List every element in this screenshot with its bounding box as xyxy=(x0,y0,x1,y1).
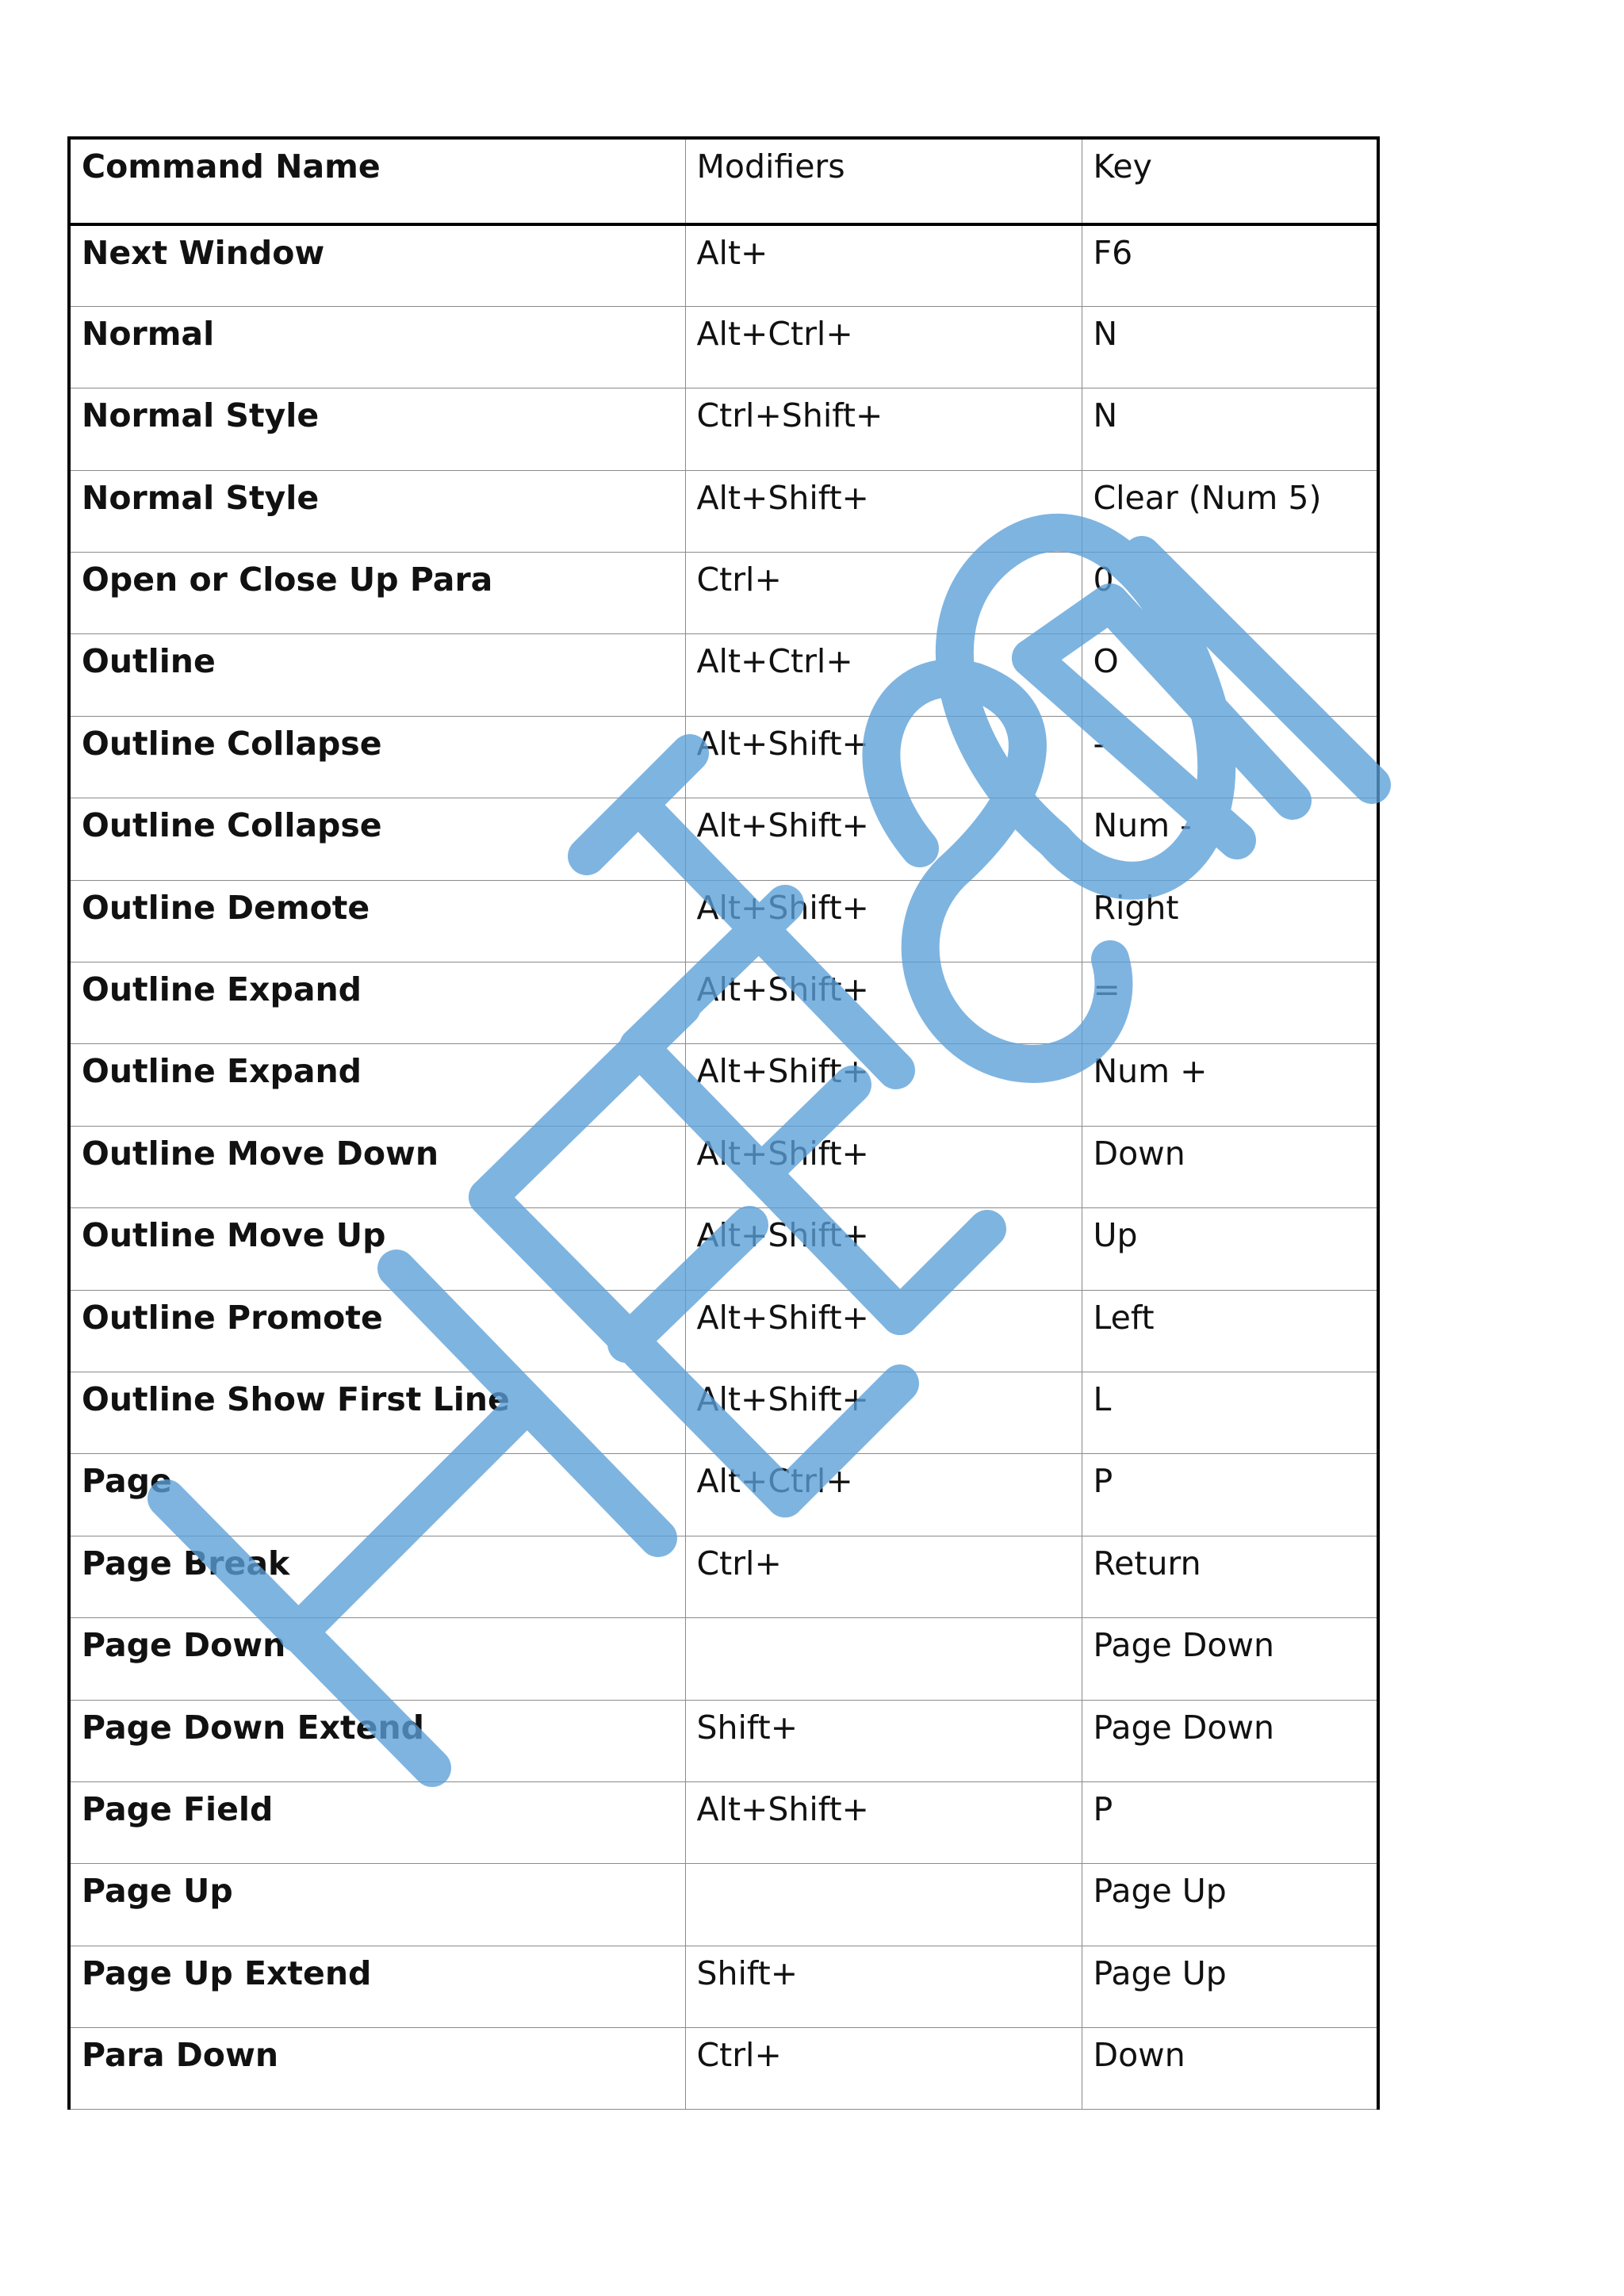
cell-key-text: F6 xyxy=(1093,234,1133,272)
cell-command-name-text: Normal Style xyxy=(82,396,320,435)
cell-modifiers-text: Alt+Shift+ xyxy=(696,1134,869,1173)
cell-command-name xyxy=(69,1044,685,1126)
cell-command-name-text: Page Field xyxy=(82,1789,274,1828)
cell-key-text: Num - xyxy=(1093,806,1192,845)
cell-modifiers-text xyxy=(697,1618,1082,1629)
cell-modifiers xyxy=(685,2028,1082,2110)
cell-command-name xyxy=(69,1946,685,2027)
cell-key-text: P xyxy=(1093,1789,1113,1828)
cell-key xyxy=(1082,1700,1378,1781)
cell-key xyxy=(1082,962,1378,1044)
cell-modifiers-text: Alt+Ctrl+ xyxy=(696,314,853,353)
table-row xyxy=(69,388,1378,470)
header-modifiers: Modifiers xyxy=(685,138,1082,224)
cell-key-text: N xyxy=(1093,314,1118,353)
cell-command-name-text: Outline Expand xyxy=(82,1052,362,1091)
cell-key xyxy=(1082,716,1378,798)
table-row xyxy=(69,1781,1378,1863)
table-row xyxy=(69,1290,1378,1372)
cell-key-text: L xyxy=(1093,1380,1112,1418)
table-row xyxy=(69,1618,1378,1700)
cell-key xyxy=(1082,1781,1378,1863)
cell-key-text: Page Down xyxy=(1093,1708,1274,1747)
cell-modifiers xyxy=(685,388,1082,470)
cell-key xyxy=(1082,1864,1378,1946)
cell-command-name xyxy=(69,306,685,388)
cell-command-name-text: Page Down Extend xyxy=(82,1708,424,1747)
cell-modifiers-text: Alt+Shift+ xyxy=(696,1789,869,1828)
table-row xyxy=(69,470,1378,552)
cell-modifiers xyxy=(685,716,1082,798)
cell-key xyxy=(1082,1044,1378,1126)
cell-key-text: = xyxy=(1093,970,1120,1009)
cell-modifiers xyxy=(685,1454,1082,1536)
cell-modifiers-text: Alt+Shift+ xyxy=(696,970,869,1009)
cell-command-name-text: Normal xyxy=(82,314,215,353)
cell-key-text: Return xyxy=(1093,1544,1201,1582)
cell-modifiers-text: Shift+ xyxy=(696,1708,799,1747)
cell-key xyxy=(1082,1536,1378,1617)
cell-key xyxy=(1082,306,1378,388)
cell-modifiers-text: Alt+Shift+ xyxy=(696,724,869,763)
cell-key xyxy=(1082,634,1378,716)
cell-modifiers xyxy=(685,553,1082,634)
cell-command-name-text: Page Down xyxy=(82,1626,286,1665)
cell-modifiers xyxy=(685,1290,1082,1372)
cell-key xyxy=(1082,388,1378,470)
header-key: Key xyxy=(1082,138,1378,224)
cell-key-text: - xyxy=(1093,724,1105,763)
cell-key-text: Right xyxy=(1093,888,1179,927)
cell-command-name-text: Para Down xyxy=(82,2036,279,2075)
table-row xyxy=(69,880,1378,962)
table-row xyxy=(69,634,1378,716)
cell-modifiers-text: Alt+Ctrl+ xyxy=(696,642,853,681)
cell-key xyxy=(1082,470,1378,552)
cell-modifiers xyxy=(685,1372,1082,1453)
cell-key-text: Up xyxy=(1093,1216,1138,1255)
cell-modifiers xyxy=(685,470,1082,552)
cell-command-name-text: Outline Collapse xyxy=(82,806,382,845)
cell-key-text: Left xyxy=(1093,1298,1155,1337)
cell-command-name xyxy=(69,634,685,716)
cell-modifiers xyxy=(685,1044,1082,1126)
cell-modifiers-text: Alt+Shift+ xyxy=(696,806,869,845)
cell-key xyxy=(1082,1454,1378,1536)
cell-key xyxy=(1082,1208,1378,1290)
cell-key xyxy=(1082,1618,1378,1700)
cell-modifiers xyxy=(685,1946,1082,2027)
cell-key-text: Clear (Num 5) xyxy=(1093,478,1322,517)
cell-key xyxy=(1082,1946,1378,2027)
cell-command-name-text: Page Up xyxy=(82,1872,233,1911)
table-header-row xyxy=(69,138,1378,224)
cell-key xyxy=(1082,2028,1378,2110)
cell-modifiers xyxy=(685,1700,1082,1781)
cell-key xyxy=(1082,1290,1378,1372)
cell-key-text: Down xyxy=(1093,1134,1185,1173)
cell-modifiers xyxy=(685,880,1082,962)
cell-modifiers-text: Alt+Shift+ xyxy=(696,888,869,927)
cell-command-name xyxy=(69,1781,685,1863)
cell-command-name xyxy=(69,1618,685,1700)
cell-key xyxy=(1082,1126,1378,1207)
cell-command-name xyxy=(69,2028,685,2110)
cell-command-name-text: Outline Promote xyxy=(82,1298,383,1337)
cell-command-name xyxy=(69,1454,685,1536)
cell-modifiers-text: Alt+Shift+ xyxy=(696,1380,869,1418)
cell-command-name-text: Next Window xyxy=(82,234,325,272)
cell-modifiers xyxy=(685,1536,1082,1617)
cell-key-text: N xyxy=(1093,396,1118,435)
cell-key-text: Down xyxy=(1093,2036,1185,2075)
table-row xyxy=(69,1208,1378,1290)
cell-key-text: Page Up xyxy=(1093,1954,1227,1992)
cell-command-name-text: Outline Move Down xyxy=(82,1134,439,1173)
cell-key xyxy=(1082,224,1378,306)
cell-modifiers-text: Shift+ xyxy=(696,1954,799,1992)
cell-modifiers xyxy=(685,306,1082,388)
cell-command-name xyxy=(69,553,685,634)
header-command-name: Command Name xyxy=(69,138,685,224)
cell-command-name-text: Open or Close Up Para xyxy=(82,561,493,599)
cell-command-name xyxy=(69,1208,685,1290)
table-row xyxy=(69,1536,1378,1617)
cell-command-name xyxy=(69,962,685,1044)
cell-modifiers xyxy=(685,798,1082,880)
cell-command-name-text: Outline Move Up xyxy=(82,1216,386,1255)
cell-command-name-text: Page xyxy=(82,1462,172,1501)
cell-modifiers xyxy=(685,224,1082,306)
cell-key xyxy=(1082,880,1378,962)
cell-key-text: Num + xyxy=(1093,1052,1208,1091)
cell-command-name xyxy=(69,798,685,880)
cell-modifiers xyxy=(685,962,1082,1044)
table-row xyxy=(69,962,1378,1044)
cell-modifiers xyxy=(685,634,1082,716)
cell-modifiers-text: Alt+Shift+ xyxy=(696,1052,869,1091)
cell-command-name-text: Page Break xyxy=(82,1544,290,1582)
table-body xyxy=(69,224,1378,2110)
table-row xyxy=(69,1044,1378,1126)
cell-key-text: Page Down xyxy=(1093,1626,1274,1665)
table-row xyxy=(69,553,1378,634)
table-row xyxy=(69,1946,1378,2027)
cell-command-name-text: Normal Style xyxy=(82,478,320,517)
cell-command-name-text: Outline Demote xyxy=(82,888,370,927)
cell-command-name-text: Outline Collapse xyxy=(82,724,382,763)
cell-modifiers-text: Ctrl+ xyxy=(696,1544,782,1582)
cell-modifiers-text: Ctrl+ xyxy=(696,2036,782,2075)
table-row xyxy=(69,716,1378,798)
cell-command-name xyxy=(69,716,685,798)
cell-modifiers xyxy=(685,1126,1082,1207)
table-row xyxy=(69,1700,1378,1781)
cell-modifiers xyxy=(685,1864,1082,1946)
cell-modifiers-text: Alt+Shift+ xyxy=(696,1298,869,1337)
cell-key xyxy=(1082,1372,1378,1453)
cell-key-text: Page Up xyxy=(1093,1872,1227,1911)
shortcut-table xyxy=(67,136,1380,2110)
table-row xyxy=(69,1864,1378,1946)
cell-modifiers-text: Ctrl+Shift+ xyxy=(696,396,883,435)
cell-command-name-text: Page Up Extend xyxy=(82,1954,372,1992)
cell-modifiers xyxy=(685,1618,1082,1700)
cell-command-name-text: Outline Show First Line xyxy=(82,1380,510,1418)
cell-key-text: 0 xyxy=(1093,561,1114,599)
cell-command-name xyxy=(69,388,685,470)
cell-command-name-text: Outline Expand xyxy=(82,970,362,1009)
table-row xyxy=(69,1454,1378,1536)
table-row xyxy=(69,224,1378,306)
table-row xyxy=(69,1126,1378,1207)
cell-command-name xyxy=(69,1290,685,1372)
cell-modifiers-text: Ctrl+ xyxy=(696,561,782,599)
cell-modifiers xyxy=(685,1781,1082,1863)
cell-modifiers-text: Alt+Ctrl+ xyxy=(696,1462,853,1501)
cell-modifiers-text: Alt+Shift+ xyxy=(696,1216,869,1255)
cell-command-name-text: Outline xyxy=(82,642,216,681)
cell-command-name xyxy=(69,1126,685,1207)
cell-command-name xyxy=(69,224,685,306)
cell-key-text: P xyxy=(1093,1462,1113,1501)
cell-modifiers-text xyxy=(697,1864,1082,1875)
cell-command-name xyxy=(69,1864,685,1946)
cell-key-text: O xyxy=(1093,642,1119,681)
cell-command-name xyxy=(69,1700,685,1781)
cell-modifiers-text: Alt+Shift+ xyxy=(696,478,869,517)
cell-command-name xyxy=(69,470,685,552)
cell-modifiers-text: Alt+ xyxy=(696,234,768,272)
table-row xyxy=(69,798,1378,880)
cell-command-name xyxy=(69,880,685,962)
cell-command-name xyxy=(69,1372,685,1453)
table-row xyxy=(69,1372,1378,1453)
cell-key xyxy=(1082,798,1378,880)
cell-command-name xyxy=(69,1536,685,1617)
cell-key xyxy=(1082,553,1378,634)
table-row xyxy=(69,306,1378,388)
cell-modifiers xyxy=(685,1208,1082,1290)
table-row xyxy=(69,2028,1378,2110)
